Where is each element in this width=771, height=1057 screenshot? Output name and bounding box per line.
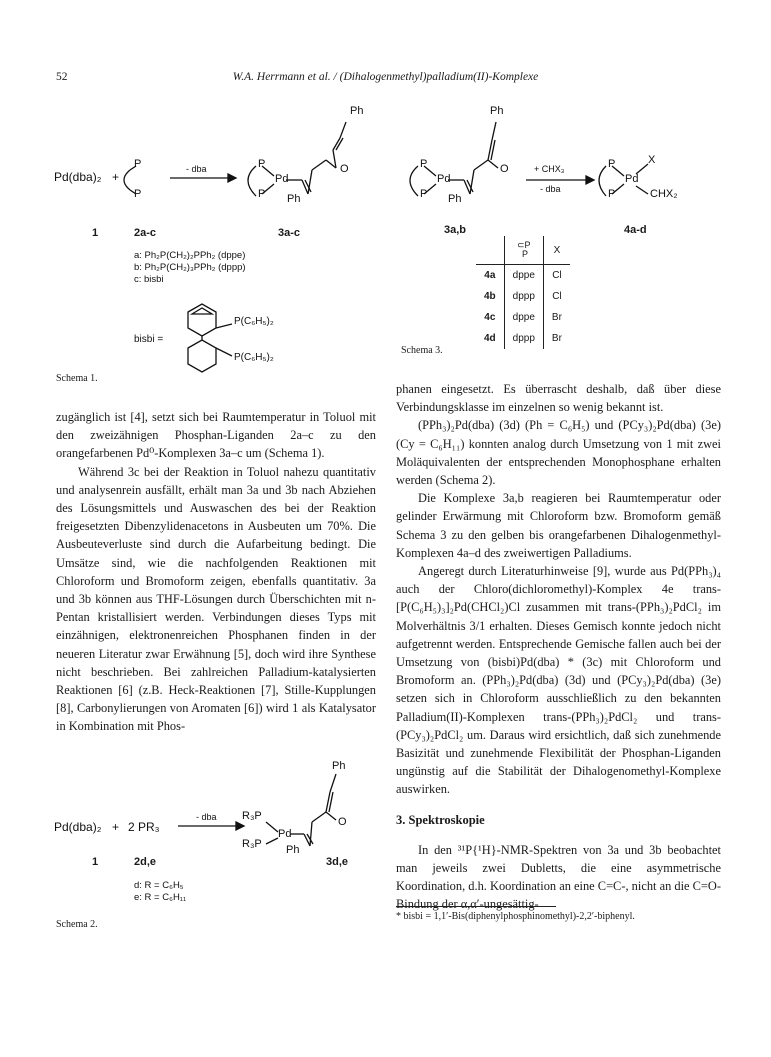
scheme-2: Ph Pd(dba)₂ + 2 PR₃ - dba R₃P R₃P Pd O Ph 1 2d,e 3d,e d: R = C₆H₅ e: R = C₆H₁₁: [50, 760, 380, 940]
ligand-c: c: bisbi: [134, 274, 164, 285]
chelate-pp-icon: ⊂P P: [517, 239, 531, 259]
table-header-empty: [476, 236, 504, 265]
scheme-1-caption: Schema 1.: [56, 373, 98, 384]
bisbi-label: bisbi =: [134, 334, 164, 345]
arrow-top-label: + CHX₃: [534, 164, 565, 174]
arrow-label-2: - dba: [196, 812, 217, 822]
section-heading: 3. Spektroskopie: [396, 812, 485, 827]
pd-dba-reagent: Pd(dba)₂: [54, 170, 102, 184]
page-number: 52: [56, 71, 68, 83]
phenyl-label-2: Ph: [287, 193, 301, 205]
compound-label-2a-c: 2a-c: [134, 227, 157, 239]
r3p-lower: R₃P: [242, 838, 262, 850]
ligand-halogen-table: [476, 236, 570, 349]
table-row: 4b dppp Cl: [476, 286, 570, 307]
phosphane-reagent: 2 PR₃: [128, 820, 160, 834]
table-header-pp: [504, 236, 543, 265]
table-row: 4c dppe Br: [476, 307, 570, 328]
table-header-x: X: [543, 236, 570, 265]
compound-label-3a-c: 3a-c: [278, 227, 301, 239]
bisbi-p-upper: P(C₆H₅)₂: [234, 316, 274, 327]
r-d: d: R = C₆H₅: [134, 880, 184, 891]
compound-label-4a-d: 4a-d: [624, 224, 647, 236]
arrow-bottom-label: - dba: [540, 184, 561, 194]
scheme-3-drawing: [396, 100, 726, 220]
compound-label-3ab: 3a,b: [444, 224, 467, 236]
product-x: X: [648, 154, 656, 166]
left-paragraph-1: zugänglich ist [4], setzt sich bei Raumtemperatur in Toluol mit den zweizähnigen Phosphan-Liganden 2a–c zu den orangefarbenen Pd⁰-Komplexen 3a–c um (Schema 1).: [56, 410, 376, 461]
pd-dba-reagent-2: Pd(dba)₂: [54, 820, 102, 834]
right-paragraph-2: (PPh₃)₂Pd(dba) (3d) (Ph = C₆H₅) und (PCy₃)₂Pd(dba) (3e) (Cy = C₆H₁₁) konnten analog durch Umsetzung von 1 mit zwei Moläquivalenten der entsprechenden Monophosphane erhalten werden (Schema 2).: [396, 418, 721, 488]
scheme-3-caption: Schema 3.: [401, 345, 443, 356]
table-row: 4d dppp Br: [476, 328, 570, 349]
left-column: [56, 408, 376, 736]
scheme-2-caption: Schema 2.: [56, 919, 98, 930]
footnote: * bisbi = 1,1′-Bis(diphenylphosphinomethyl)-2,2′-biphenyl.: [396, 911, 635, 922]
right-paragraph-4: Angeregt durch Literaturhinweise [9], wurde aus Pd(PPh₃)₄ auch der Chloro(dichloromethyl)-Komplex 4e trans-[P(C₆H₅)₃]₂Pd(CHCl₂)Cl zusammen mit trans-(PPh₃)₂PdCl₂ im Molverhältnis 3/1 erhalten. Dieses Gemisch konnte jedoch nicht aufgetrennt werden. Entsprechende Gemische fallen auch bei der Umsetzung von (bisbi)Pd(dba) * (3c) mit Chloroform und Bromoform an. (PPh₃)₂Pd(dba) (3d) und (PCy₃)₂Pd(dba) (3e) setzen sich in Chloroform ausschließlich zu den bekannten Palladium(II)-Komplexen trans-(PPh₃)₂PdCl₂ und trans-(PCy₃)₂PdCl₂ um. Daraus wird ersichtlich, daß sich zunehmende Basizität und zunehmende Flexibilität der Phosphan-Liganden ungünstig auf die Stabilität der Dihalogenomethyl-Komplexe auswirken.: [396, 564, 721, 797]
table-row: 4a dppe Cl: [476, 265, 570, 287]
r-list: [134, 880, 186, 904]
compound-label-3de: 3d,e: [326, 856, 349, 868]
bisbi-p-lower: P(C₆H₅)₂: [234, 352, 274, 363]
product-chx2: CHX₂: [650, 188, 678, 200]
plus-sign: +: [112, 170, 120, 184]
plus-sign-2: +: [112, 820, 120, 834]
running-title: W.A. Herrmann et al. / (Dihalogenmethyl)palladium(II)-Komplexe: [232, 71, 539, 83]
footnote-rule: [396, 906, 556, 907]
scheme-1-drawing: [50, 100, 380, 390]
compound-label-2de: 2d,e: [134, 856, 157, 868]
phenyl-label-1: Ph: [350, 105, 364, 117]
right-column: [396, 380, 721, 914]
ligand-list: [134, 250, 246, 286]
ligand-a: a: Ph₂P(CH₂)₂PPh₂ (dppe): [134, 250, 246, 261]
r3p-upper: R₃P: [242, 810, 262, 822]
right-paragraph-1: phanen eingesetzt. Es überrascht deshalb, daß über diese Verbindungsklasse im einzelnen so wenig bekannt ist.: [396, 382, 721, 415]
arrow-label: - dba: [186, 164, 207, 174]
right-paragraph-3: Die Komplexe 3a,b reagieren bei Raumtemperatur oder gelinder Erwärmung mit Chloroform bzw. Bromoform gemäß Schema 3 zu den gelben bis orangefarbenen Dihalogenmethyl-Komplexen 4a–d des zweiwertigen Palladiums.: [396, 491, 721, 560]
scheme-3: Ph P P Pd O Ph + CHX₃ - dba P P Pd X CHX₂ 3a,b 4a-d ⊂P P X 4a dppe Cl 4b dppp Cl 4c dppe Br 4d dppp Br: [396, 100, 726, 350]
scheme-1: Ph Pd(dba)₂ + P P - dba P P Pd O Ph 1 2a-c 3a-c a: Ph₂P(CH₂)₂PPh₂ (dppe) b: Ph₂P(CH₂)₃PPh₂ (dppp) c: bisbi bisbi = P(C₆H₅)₂ P(C₆H₅)₂: [50, 100, 380, 390]
compound-label-1b: 1: [92, 856, 99, 868]
compound-label-1: 1: [92, 227, 99, 239]
r-e: e: R = C₆H₁₁: [134, 892, 187, 903]
ligand-b: b: Ph₂P(CH₂)₃PPh₂ (dppp): [134, 262, 246, 273]
right-paragraph-5: In den ³¹P{¹H}-NMR-Spektren von 3a und 3b beobachtet man jeweils zwei Dubletts, die eine asymmetrische Koordination, d.h. Koordination an eine C=C-, nicht an die C=O-Bindung der α,α′-ungesättig-: [396, 842, 721, 912]
left-paragraph-2: Während 3c bei der Reaktion in Toluol nahezu quantitativ und analysenrein ausfällt, erhält man 3a und 3b nach Abziehen des Lösungsmittels und Auswaschen des bei der Reaktion freigesetzten Dibenzylidenacetons in Ausbeuten um 70%. Die Ausbeuteverluste sind durch die Aufarbeitung bedingt. Die Umsätze sind, wie die nachfolgenden Reaktionen mit Chloroform und Bromoform zeigen, ebenfalls quantitativ. 3a und 3b können aus THF-Lösungen durch Überschichten mit n-Pentan kristallisiert werden. Verbindungen dieses Typs mit einzähnigen, elektronenreichen Phosphanen finden in der neueren Literatur zwar Erwähnung [5], doch wird ihre Synthese nicht beschrieben. Bei zahlreichen Palladium-katalysierten Reaktionen [6] (z.B. Heck-Reaktionen [7], Stille-Kupplungen [8], Carbonylierungen von Aromaten [6]) wird 1 als Katalysator in Kombination mit Phos-: [56, 464, 376, 734]
